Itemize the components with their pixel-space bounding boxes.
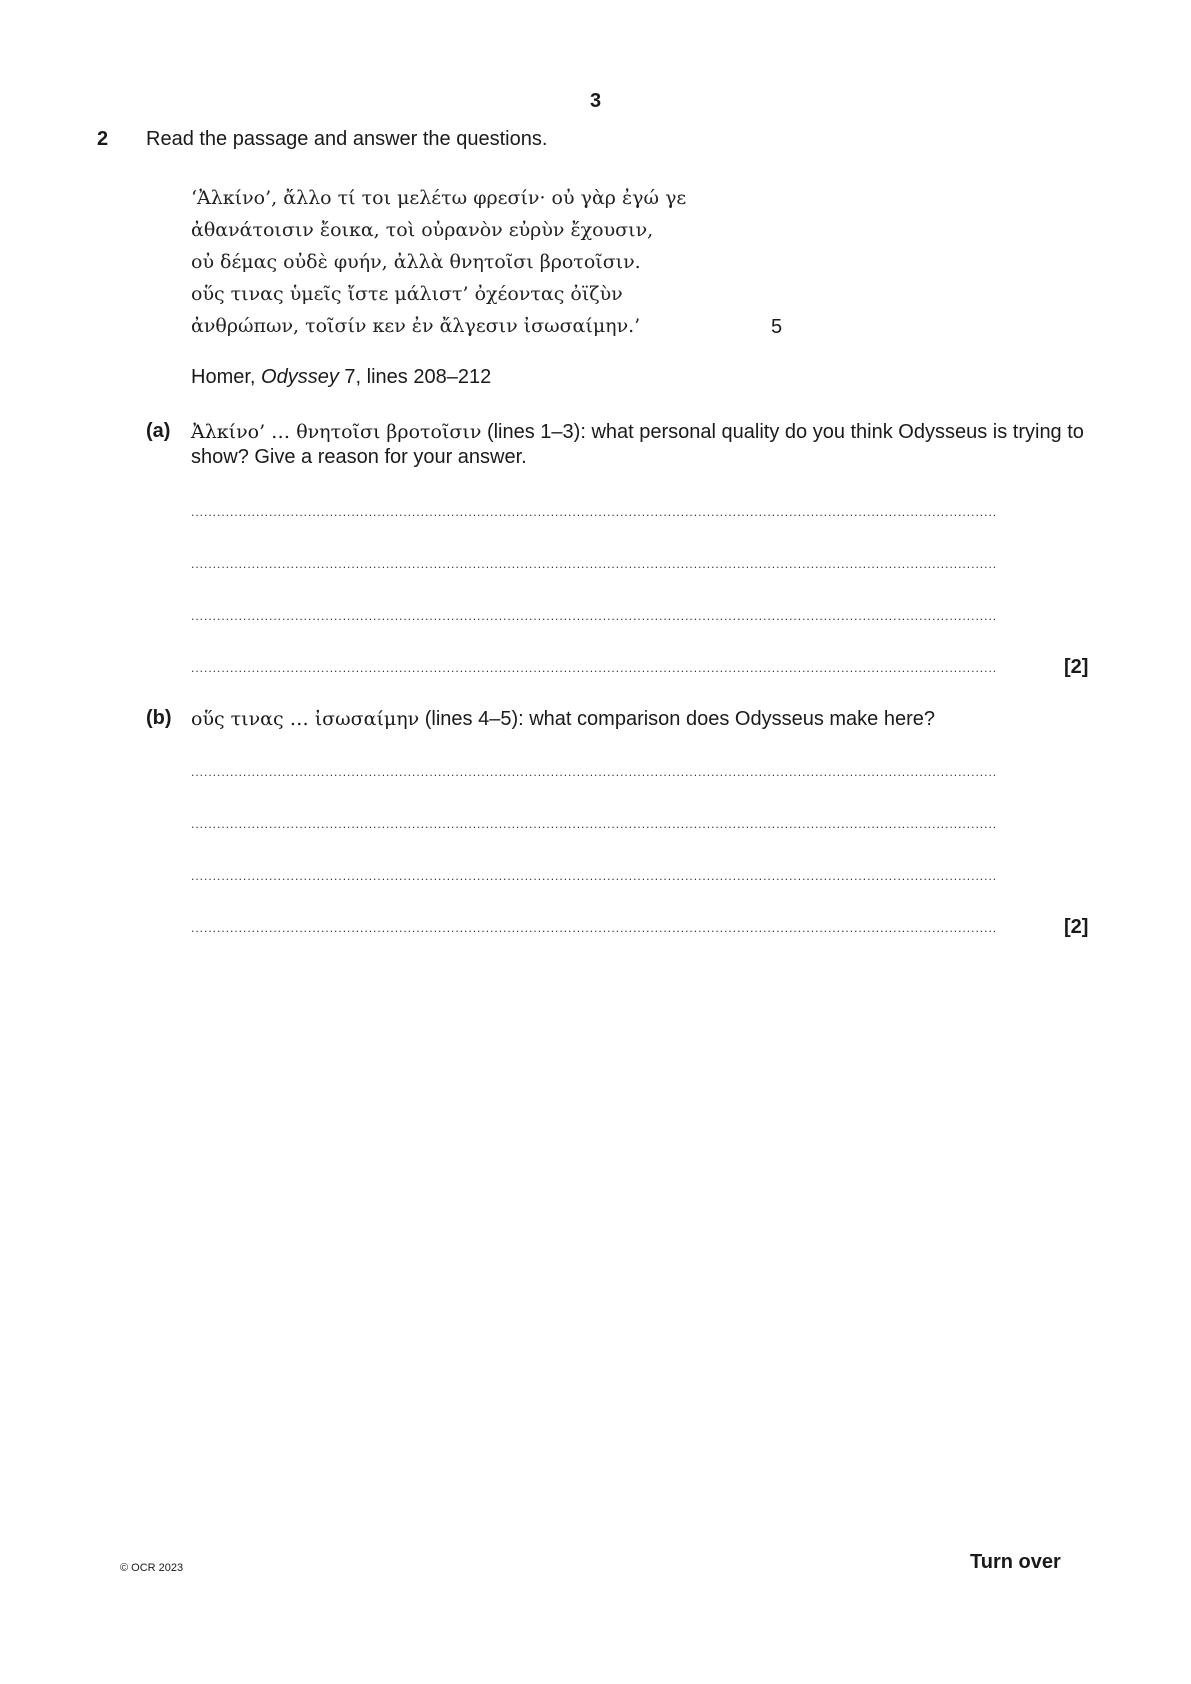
part-b-greek-reference: οὕς τινας … ἰσωσαίμην: [191, 708, 420, 730]
passage-line-5: ἀνθρώπων, τοῖσίν κεν ἐν ἄλγεσιν ἰσωσαίμην.’: [191, 315, 641, 337]
part-a-marks: [2]: [1064, 656, 1089, 678]
passage-line-1: ‘Ἀλκίνο’, ἄλλο τί τοι μελέτω φρεσίν· οὐ γὰρ ἐγώ γε: [191, 187, 687, 209]
question-instruction: Read the passage and answer the questions.: [146, 128, 548, 150]
answer-line[interactable]: ..........................................................................................................................................................................................: [191, 661, 998, 675]
part-a-text: (lines 1–3): what personal quality do you think Odysseus is trying to show? Give a reason for your answer.: [191, 421, 1084, 468]
answer-line[interactable]: ..........................................................................................................................................................................................: [191, 557, 998, 571]
part-b-text: (lines 4–5): what comparison does Odysseus make here?: [419, 708, 935, 730]
part-b-marks: [2]: [1064, 916, 1089, 938]
turn-over: Turn over: [970, 1551, 1061, 1573]
answer-line[interactable]: ..........................................................................................................................................................................................: [191, 505, 998, 519]
passage-source: [191, 366, 491, 389]
answer-line[interactable]: ..........................................................................................................................................................................................: [191, 869, 998, 883]
part-a-question: [191, 420, 1091, 470]
part-a-greek-reference: Ἀλκίνο’ … θνητοῖσι βροτοῖσιν: [191, 421, 482, 443]
part-b-label: (b): [146, 707, 172, 729]
passage-line-4: οὕς τινας ὑμεῖς ἴστε μάλιστ’ ὀχέοντας ὀϊζὺν: [191, 283, 623, 305]
passage-line-2: ἀθανάτοισιν ἔοικα, τοὶ οὐρανὸν εὐρὺν ἔχουσιν,: [191, 219, 654, 241]
question-number: 2: [97, 128, 109, 150]
source-reference: 7, lines 208–212: [338, 366, 492, 388]
answer-line[interactable]: ..........................................................................................................................................................................................: [191, 921, 998, 935]
answer-line[interactable]: ..........................................................................................................................................................................................: [191, 765, 998, 779]
page-number: 3: [589, 90, 602, 112]
part-b-question: [191, 707, 1091, 732]
passage-line-3: οὐ δέμας οὐδὲ φυήν, ἀλλὰ θνητοῖσι βροτοῖσιν.: [191, 251, 641, 273]
source-work: Odyssey: [261, 366, 339, 388]
source-author: Homer,: [191, 366, 262, 388]
answer-line[interactable]: ..........................................................................................................................................................................................: [191, 817, 998, 831]
answer-line[interactable]: ..........................................................................................................................................................................................: [191, 609, 998, 623]
part-a-label: (a): [146, 420, 171, 442]
line-number-marker: 5: [771, 316, 783, 338]
copyright: © OCR 2023: [120, 1562, 184, 1574]
